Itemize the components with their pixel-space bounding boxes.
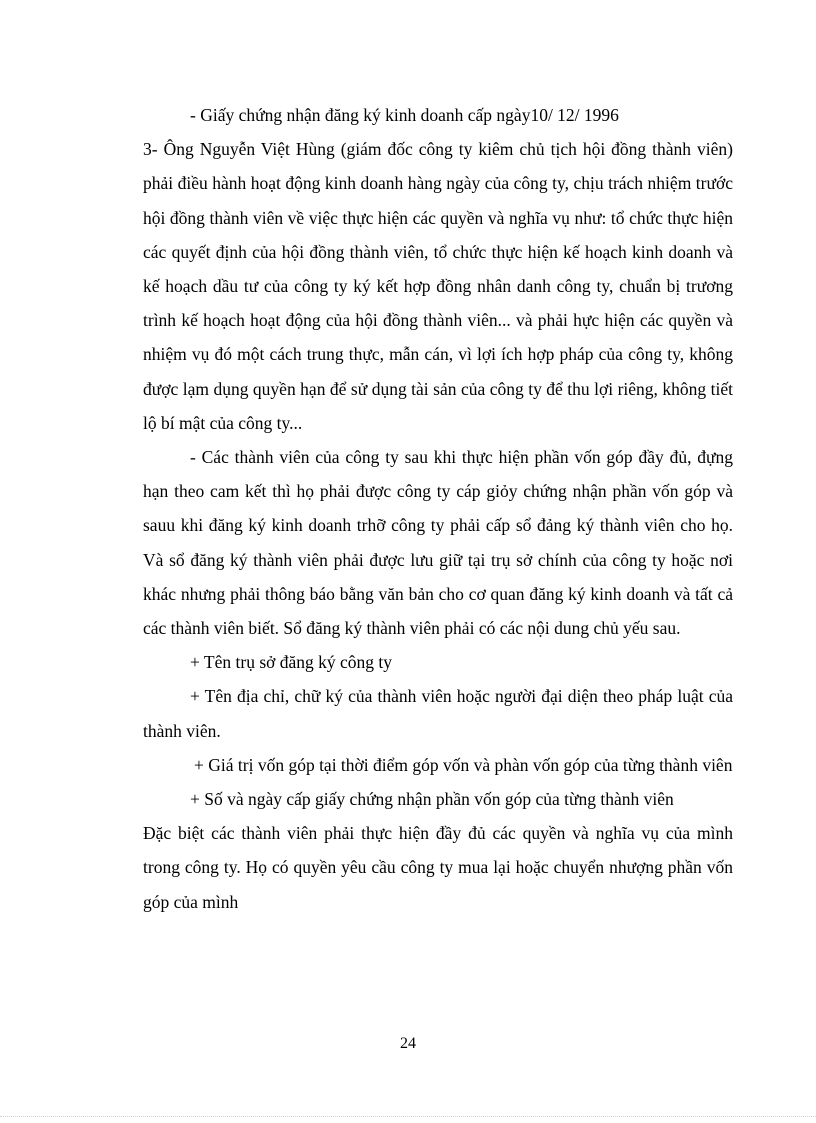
page-number: 24 xyxy=(400,1035,416,1052)
paragraph-registration-date: - Giấy chứng nhận đăng ký kinh doanh cấp ngày10/ 12/ 1996 xyxy=(190,105,619,125)
list-item-member-address: + Tên địa chỉ, chữ ký của thành viên hoặc người đại diện theo pháp luật của thành viên. xyxy=(143,686,733,741)
footer-divider xyxy=(0,1116,816,1117)
paragraph-member-rights: Đặc biệt các thành viên phải thực hiện đầy đủ các quyền và nghĩa vụ của mình trong công ty. Họ có quyền yêu cầu công ty mua lại hoặc chuyển nhượng phần vốn góp của mình xyxy=(143,823,733,912)
list-item-certificate-number: + Số và ngày cấp giấy chứng nhận phần vốn góp của từng thành viên xyxy=(190,789,674,810)
list-item-capital-value: + Giá trị vốn góp tại thời điểm góp vốn và phàn vốn góp của từng thành viên xyxy=(194,754,733,775)
paragraph-member-capital: - Các thành viên của công ty sau khi thực hiện phần vốn góp đầy đủ, đựng hạn theo cam kết thì họ phải được công ty cáp giỏy chứng nhận phần vốn góp và sauu khi đăng ký kinh doanh trhỡ công ty phải cấp sổ đảng ký thành viên cho họ. Và sổ đăng ký thành viên phải được lưu giữ tại trụ sở chính của công ty hoặc nơi khác nhưng phải thông báo bằng văn bản cho cơ quan đăng ký kinh doanh và tất cả các thành viên biết. Sổ đăng ký thành viên phải có các nội dung chủ yếu sau. xyxy=(143,447,733,639)
body-text xyxy=(143,98,733,919)
list-item-office-name: + Tên trụ sở đăng ký công ty xyxy=(190,652,393,673)
paragraph-director-duties: 3- Ông Nguyễn Việt Hùng (giám đốc công ty kiêm chủ tịch hội đồng thành viên) phải điều hành hoạt động kinh doanh hàng ngày của công ty, chịu trách nhiệm trước hội đồng thành viên về việc thực hiện các quyền và nghĩa vụ như: tổ chức thực hiện các quyết định của hội đồng thành viên, tổ chức thực hiện kế hoạch kinh doanh và kế hoạch dầu tư của công ty ký kết hợp đồng nhân danh công ty, chuẩn bị trương trình kế hoạch hoạt động của hội đồng thành viên... và phải hực hiện các quyền và nhiệm vụ đó một cách trung thực, mẫn cán, vì lợi ích hợp pháp của công ty, không được lạm dụng quyền hạn để sử dụng tài sản của công ty để thu lợi riêng, không tiết lộ bí mật của công ty... xyxy=(143,139,733,433)
